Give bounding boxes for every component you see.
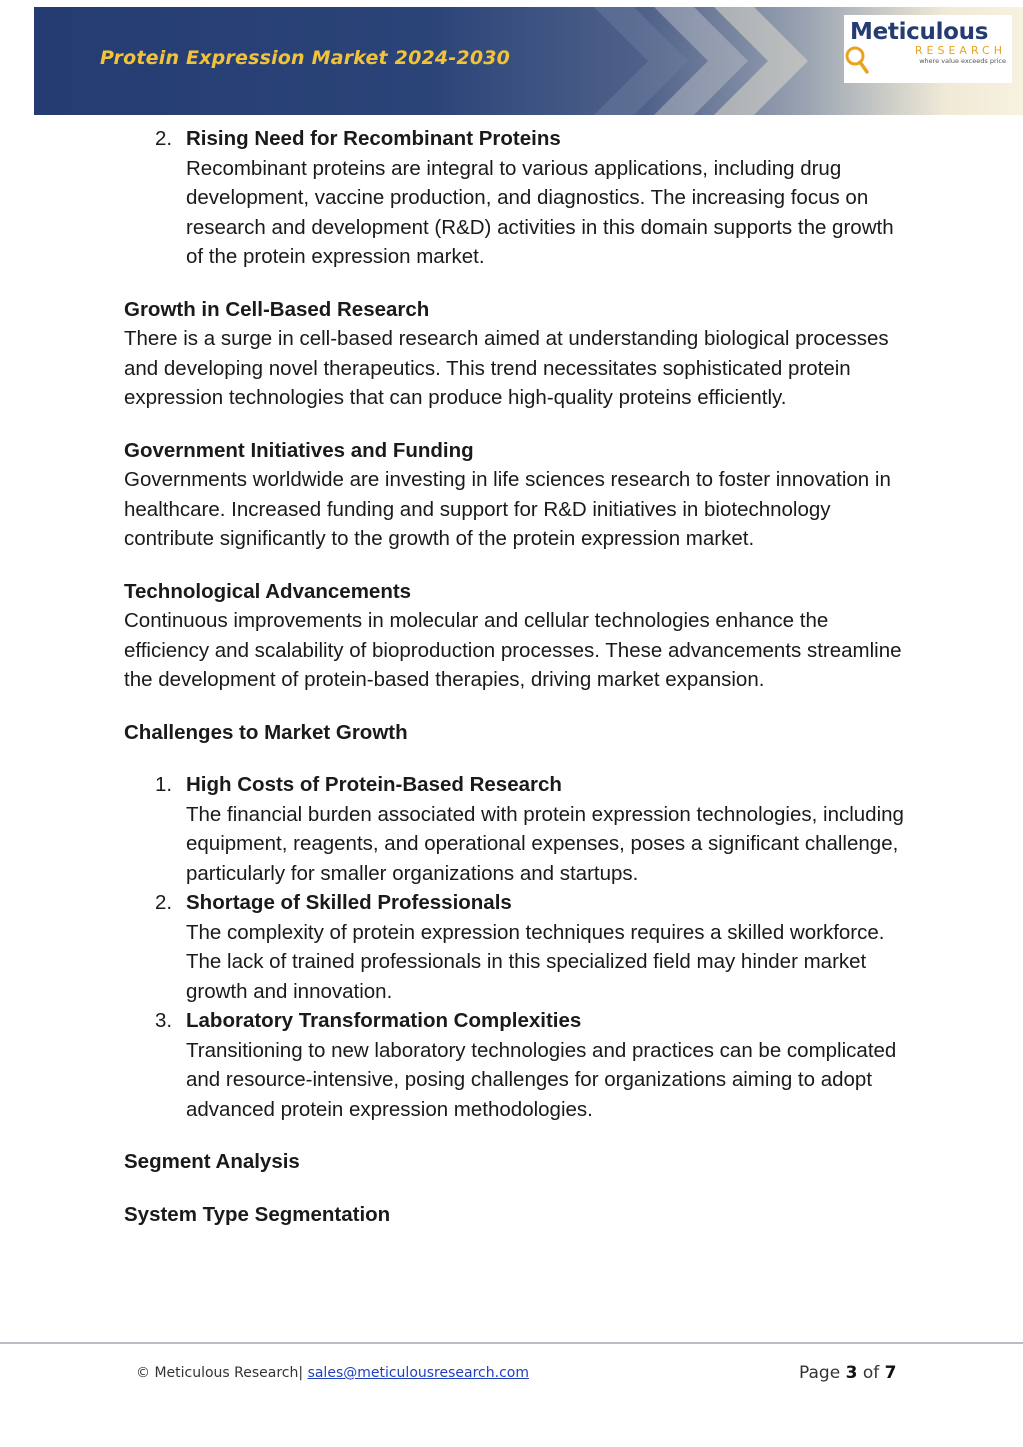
list-item-body: The financial burden associated with protein expression technologies, including equipment, reagents, and operational expenses, poses a significant challenge, particularly for smaller organizations and startups.: [186, 802, 904, 885]
section-heading: System Type Segmentation: [124, 1202, 391, 1226]
section-heading: Growth in Cell-Based Research: [124, 297, 430, 321]
section-body: Continuous improvements in molecular and cellular technologies enhance the efficiency and scalability of bioproduction processes. These advancements streamline the development of protein-based therapies, driving market expansion.: [124, 609, 902, 691]
section-heading: Technological Advancements: [124, 579, 412, 603]
section-challenges: [124, 718, 914, 748]
section-heading: Government Initiatives and Funding: [124, 438, 474, 462]
logo-name: Meticulous: [850, 19, 989, 45]
section-body: Governments worldwide are investing in life sciences research to foster innovation in healthcare. Increased funding and support for R&D initiatives in biotechnology contribute significantly to the growth of the protein expression market.: [124, 468, 891, 550]
footer-divider: [0, 1342, 1023, 1344]
email-link[interactable]: sales@meticulousresearch.com: [307, 1365, 529, 1381]
page-total: 7: [884, 1363, 897, 1383]
banner-chevron-decoration: [714, 7, 834, 115]
page-of: of: [862, 1363, 880, 1383]
list-item-title: Shortage of Skilled Professionals: [186, 891, 512, 914]
list-number: 3.: [155, 1009, 173, 1032]
list-item-title: Rising Need for Recombinant Proteins: [186, 127, 561, 150]
list-item: [124, 1006, 914, 1124]
header-banner: [34, 7, 1023, 115]
section-system-type: [124, 1200, 914, 1230]
list-item: [124, 770, 914, 888]
section-heading: Challenges to Market Growth: [124, 720, 408, 744]
footer-copyright: [136, 1365, 529, 1381]
logo-sub: RESEARCH: [914, 44, 1006, 57]
list-item: [124, 888, 914, 1006]
list-item-title: High Costs of Protein-Based Research: [186, 773, 562, 796]
logo-tagline: where value exceeds price: [919, 57, 1006, 65]
section-body: There is a surge in cell-based research aimed at understanding biological processes and developing novel therapeutics. This trend necessitates sophisticated protein expression technologies that can produce high-quality proteins efficiently.: [124, 327, 889, 409]
list-item-body: The complexity of protein expression techniques requires a skilled workforce. The lack of trained professionals in this specialized field may hinder market growth and innovation.: [186, 920, 885, 1003]
page-prefix: Page: [799, 1363, 841, 1383]
section-heading: Segment Analysis: [124, 1150, 300, 1173]
section-cell-based-research: [124, 295, 914, 413]
list-item-title: Laboratory Transformation Complexities: [186, 1009, 582, 1032]
magnifier-icon: [844, 45, 870, 75]
section-segment-analysis: [124, 1147, 914, 1177]
list-item-body: Transitioning to new laboratory technologies and practices can be complicated and resource-intensive, posing challenges for organizations aiming to adopt advanced protein expression methodologies.: [186, 1038, 897, 1121]
challenges-list: [124, 770, 914, 1124]
document-body: [124, 124, 914, 1229]
section-government-funding: [124, 436, 914, 554]
page-number: [799, 1363, 896, 1383]
drivers-list-continued: [124, 124, 914, 272]
list-item: [124, 124, 914, 272]
list-number: 2.: [155, 891, 173, 914]
copyright-text: © Meticulous Research|: [136, 1365, 304, 1381]
report-title: Protein Expression Market 2024-2030: [100, 47, 511, 69]
company-logo: [844, 15, 1012, 83]
list-item-body: Recombinant proteins are integral to various applications, including drug development, vaccine production, and diagnostics. The increasing focus on research and development (R&D) activities in this domain supports the growth of the protein expression market.: [186, 156, 894, 268]
section-technological-advancements: [124, 577, 914, 695]
page-current: 3: [845, 1363, 858, 1383]
list-number: 2.: [155, 127, 173, 150]
list-number: 1.: [155, 773, 173, 796]
